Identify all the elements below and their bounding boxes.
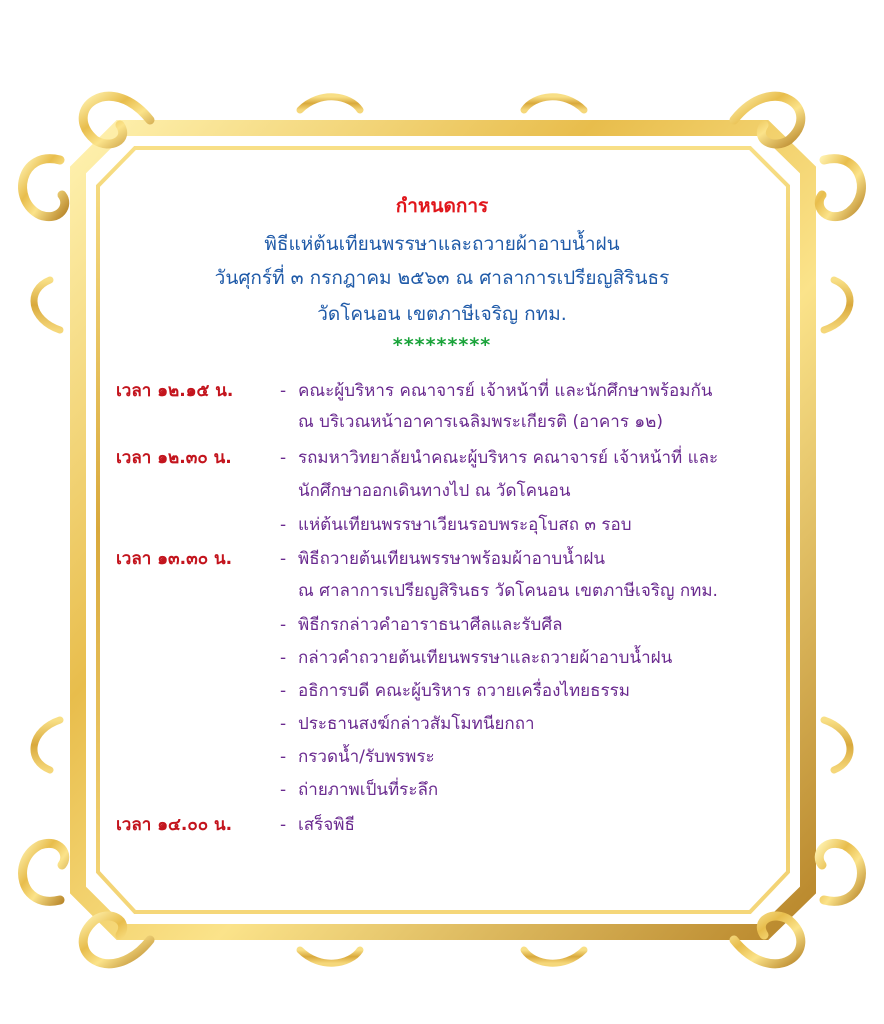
item-assembly-location: ณ บริเวณหน้าอาคารเฉลิมพระเกียรติ (อาคาร ๑๒) <box>298 412 663 432</box>
item-end: เสร็จพิธี <box>298 815 355 835</box>
item-precepts: พิธีกรกล่าวคำอาราธนาศีลและรับศีล <box>298 615 563 635</box>
dash: - <box>280 714 287 734</box>
item-sermon: ประธานสงฆ์กล่าวสัมโมทนียกถา <box>298 714 535 734</box>
item-offering-speech: กล่าวคำถวายต้นเทียนพรรษาและถวายผ้าอาบน้ำฝน <box>298 648 673 668</box>
stars-divider: ********* <box>392 334 492 356</box>
item-photo: ถ่ายภาพเป็นที่ระลึก <box>298 780 439 800</box>
dash: - <box>280 381 287 401</box>
ceremony-date: วันศุกร์ที่ ๓ กรกฎาคม ๒๕๖๓ ณ ศาลาการเปรียญสิรินธร <box>214 267 670 289</box>
item-procession: แห่ต้นเทียนพรรษาเวียนรอบพระอุโบสถ ๓ รอบ <box>298 515 632 535</box>
dash: - <box>280 815 287 835</box>
page-title: กำหนดการ <box>395 195 489 217</box>
item-departure: รถมหาวิทยาลัยนำคณะผู้บริหาร คณาจารย์ เจ้าหน้าที่ และ <box>298 448 719 468</box>
item-departure-destination: นักศึกษาออกเดินทางไป ณ วัดโคนอน <box>298 481 571 501</box>
dash: - <box>280 780 287 800</box>
time-1215: เวลา ๑๒.๑๕ น. <box>116 381 234 401</box>
dash: - <box>280 681 287 701</box>
dash: - <box>280 747 287 767</box>
dash: - <box>280 549 287 569</box>
item-assembly: คณะผู้บริหาร คณาจารย์ เจ้าหน้าที่ และนักศึกษาพร้อมกัน <box>298 381 713 401</box>
ceremony-venue: วัดโคนอน เขตภาษีเจริญ กทม. <box>317 303 567 325</box>
item-offerings: อธิการบดี คณะผู้บริหาร ถวายเครื่องไทยธรรม <box>298 681 630 701</box>
item-blessing: กรวดน้ำ/รับพรพระ <box>298 747 435 767</box>
time-1330: เวลา ๑๓.๓๐ น. <box>116 549 233 569</box>
time-1400: เวลา ๑๔.๐๐ น. <box>116 815 233 835</box>
ceremony-name: พิธีแห่ต้นเทียนพรรษาและถวายผ้าอาบน้ำฝน <box>264 233 620 255</box>
dash: - <box>280 615 287 635</box>
dash: - <box>280 515 287 535</box>
time-1230: เวลา ๑๒.๓๐ น. <box>116 448 232 468</box>
item-offering-location: ณ ศาลาการเปรียญสิรินธร วัดโคนอน เขตภาษีเจริญ กทม. <box>298 581 718 601</box>
dash: - <box>280 448 287 468</box>
item-offering-ceremony: พิธีถวายต้นเทียนพรรษาพร้อมผ้าอาบน้ำฝน <box>298 549 605 569</box>
dash: - <box>280 648 287 668</box>
